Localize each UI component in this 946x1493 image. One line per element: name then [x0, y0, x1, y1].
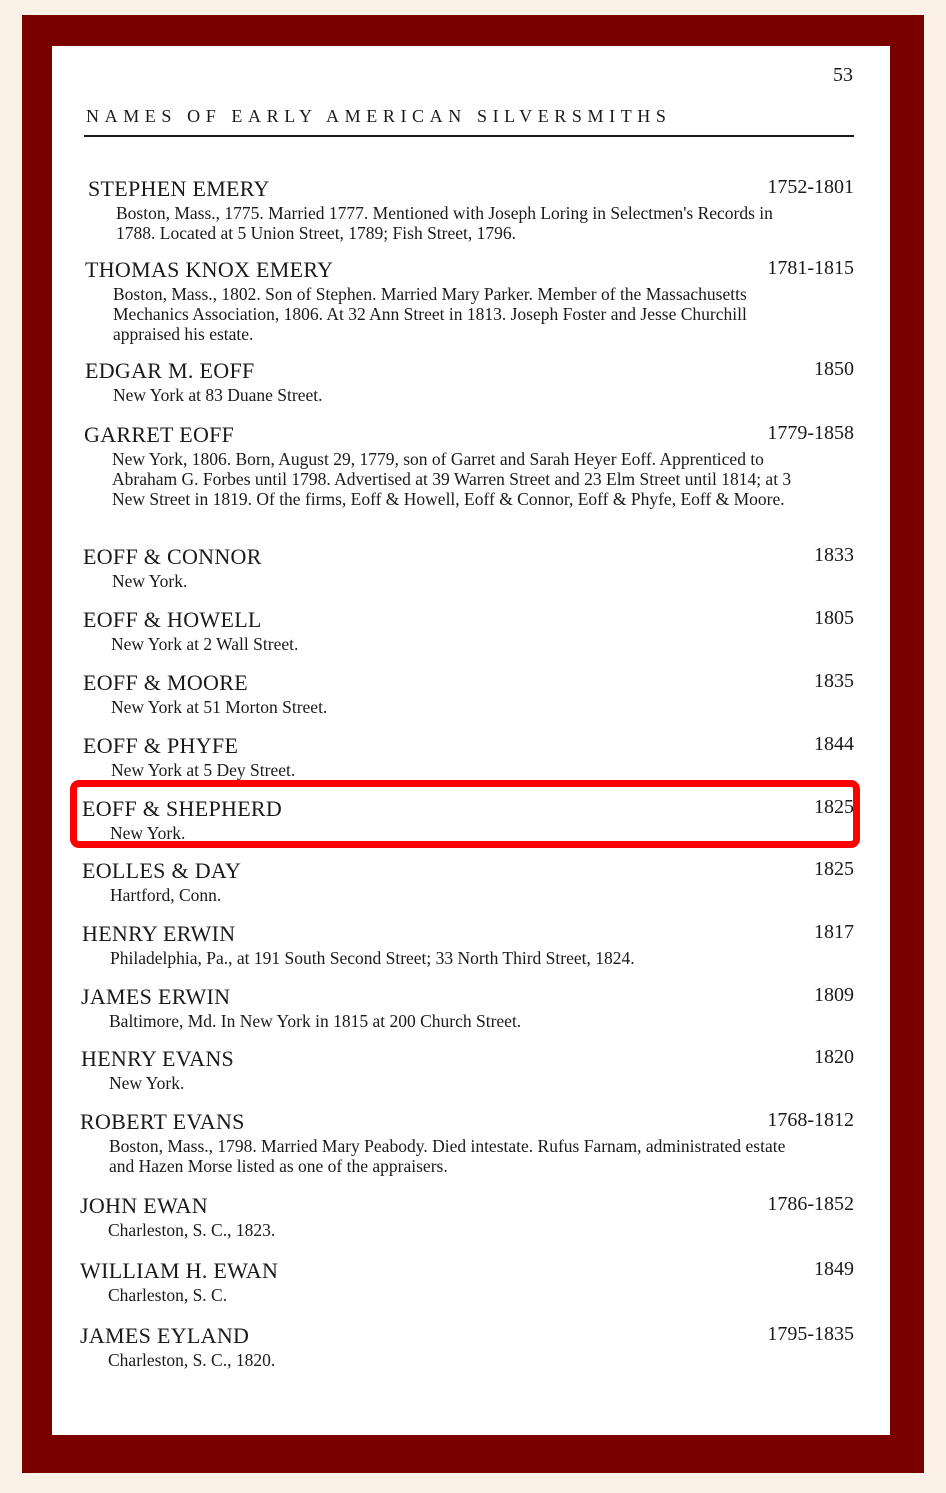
- entry-years: 1795-1835: [767, 1323, 854, 1345]
- entry-name: EOFF & HOWELL: [83, 607, 262, 632]
- entry-years: 1817: [814, 921, 854, 943]
- entry-years: 1835: [814, 670, 854, 692]
- entry-name: HENRY EVANS: [81, 1046, 235, 1071]
- entry-description: Boston, Mass., 1798. Married Mary Peabody. Died intestate. Rufus Farnam, administrated estate and Hazen Morse listed as one of the appraisers.: [109, 1136, 786, 1176]
- entry-description: New York.: [110, 823, 186, 843]
- entry-description: Boston, Mass., 1802. Son of Stephen. Married Mary Parker. Member of the Massachusetts Mechanics Association, 1806. At 32 Ann Street in 1813. Joseph Foster and Jesse Churchill appraised his estate.: [113, 284, 747, 344]
- entry-description: New York at 2 Wall Street.: [111, 634, 299, 654]
- entry-years: 1820: [814, 1046, 854, 1068]
- entry-name: EOLLES & DAY: [82, 858, 242, 883]
- entry-years: 1786-1852: [767, 1193, 854, 1215]
- entry-description: New York.: [109, 1073, 185, 1093]
- entry-description: Baltimore, Md. In New York in 1815 at 200 Church Street.: [109, 1011, 522, 1031]
- entry-years: 1825: [814, 796, 854, 818]
- entry-name: JAMES EYLAND: [80, 1323, 250, 1348]
- entry-description: Charleston, S. C., 1823.: [108, 1220, 276, 1240]
- entry-years: 1833: [814, 544, 854, 566]
- entry-years: 1768-1812: [767, 1109, 854, 1131]
- entry-name: GARRET EOFF: [84, 422, 235, 447]
- entry-name: EDGAR M. EOFF: [85, 358, 255, 383]
- document-page: [52, 46, 890, 1435]
- entry-name: EOFF & SHEPHERD: [82, 796, 283, 821]
- entry-years: 1844: [814, 733, 854, 755]
- entry-name: EOFF & PHYFE: [83, 733, 239, 758]
- entry-years: 1849: [814, 1258, 854, 1280]
- entry-years: 1752-1801: [767, 176, 854, 198]
- entry-years: 1805: [814, 607, 854, 629]
- entry-name: STEPHEN EMERY: [88, 176, 270, 201]
- entry-name: EOFF & CONNOR: [83, 544, 262, 569]
- entry-description: Charleston, S. C., 1820.: [108, 1350, 276, 1370]
- entry-years: 1779-1858: [767, 422, 854, 444]
- entry-description: Hartford, Conn.: [110, 885, 222, 905]
- entry-name: WILLIAM H. EWAN: [80, 1258, 279, 1283]
- entry-name: EOFF & MOORE: [83, 670, 248, 695]
- entry-description: New York, 1806. Born, August 29, 1779, son of Garret and Sarah Heyer Eoff. Apprenticed to Abraham G. Forbes until 1798. Advertised at 39 Warren Street and 23 Elm Street until 1814; at 3 New Street in 1819. Of the firms, Eoff & Howell, Eoff & Connor, Eoff & Phyfe, Eoff & Moore.: [112, 449, 792, 509]
- entry-years: 1825: [814, 858, 854, 880]
- entry-name: THOMAS KNOX EMERY: [85, 257, 334, 282]
- highlight-box: [70, 780, 860, 848]
- entry-description: Boston, Mass., 1775. Married 1777. Mentioned with Joseph Loring in Selectmen's Records in 1788. Located at 5 Union Street, 1789; Fish Street, 1796.: [116, 203, 773, 243]
- entry-description: Charleston, S. C.: [108, 1285, 228, 1305]
- entry-years: 1781-1815: [767, 257, 854, 279]
- page-number: 53: [833, 64, 853, 86]
- entry-description: Philadelphia, Pa., at 191 South Second Street; 33 North Third Street, 1824.: [110, 948, 635, 968]
- entry-description: New York at 51 Morton Street.: [111, 697, 328, 717]
- entry-name: JOHN EWAN: [80, 1193, 208, 1218]
- entry-name: JAMES ERWIN: [81, 984, 231, 1009]
- running-header: NAMES OF EARLY AMERICAN SILVERSMITHS: [86, 106, 672, 126]
- entry-name: HENRY ERWIN: [82, 921, 236, 946]
- entry-name: ROBERT EVANS: [80, 1109, 245, 1134]
- header-rule: [84, 135, 854, 137]
- entry-years: 1850: [814, 358, 854, 380]
- entry-description: New York at 83 Duane Street.: [113, 385, 323, 405]
- entry-description: New York.: [112, 571, 188, 591]
- entry-years: 1809: [814, 984, 854, 1006]
- entry-description: New York at 5 Dey Street.: [111, 760, 296, 780]
